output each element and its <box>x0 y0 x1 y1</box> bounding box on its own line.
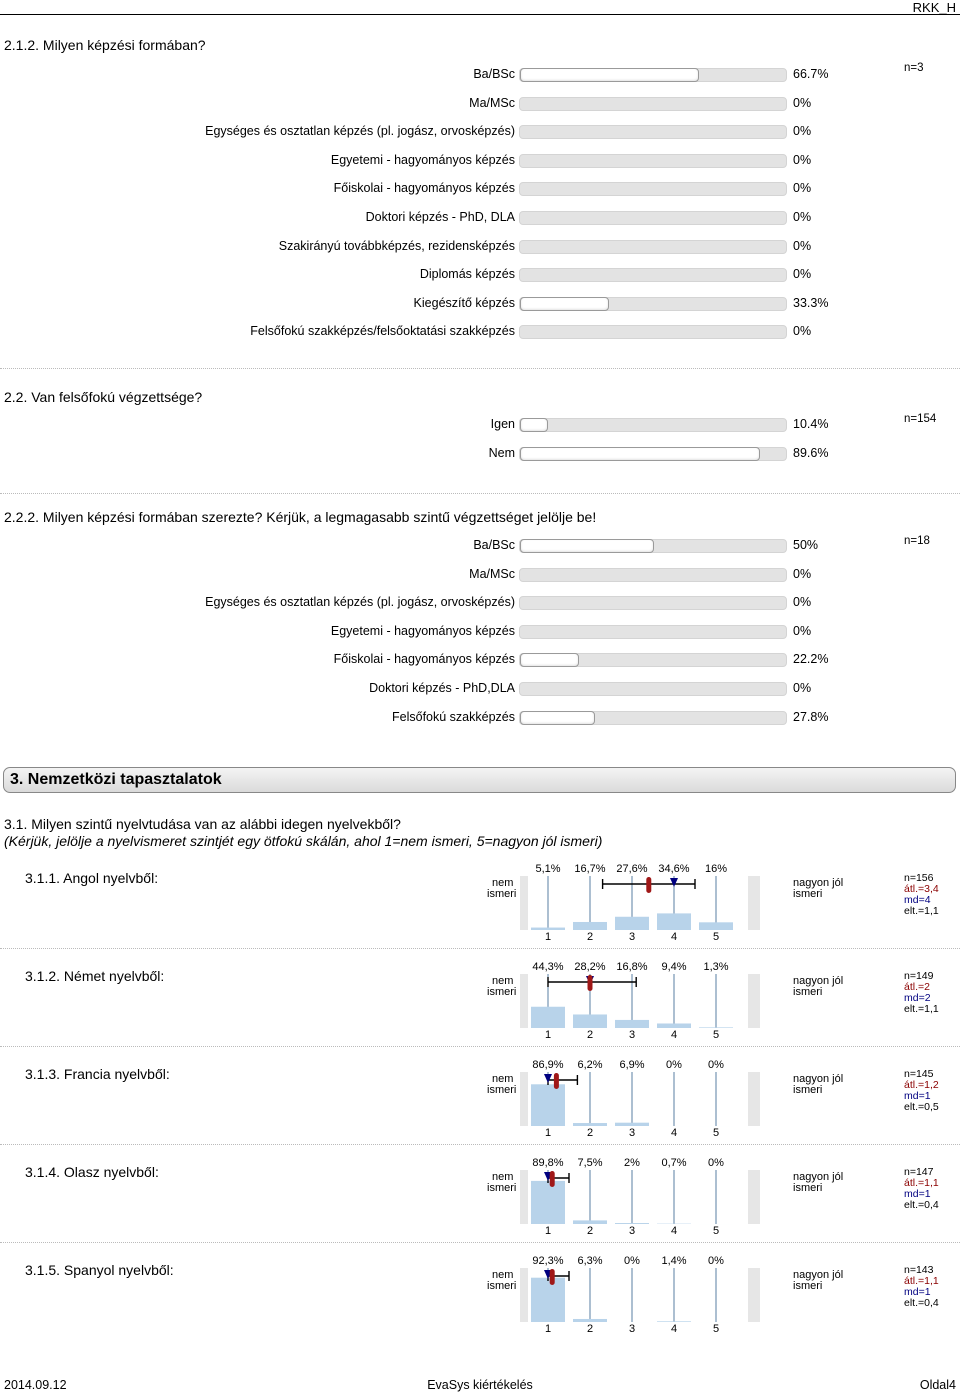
q1-n: n=3 <box>904 62 924 74</box>
q2-bar-track <box>519 447 787 461</box>
lang-stat-median: md=1 <box>904 1188 931 1200</box>
q1-row-pct: 0% <box>793 210 812 224</box>
lang-scale-tick: 1 <box>544 1127 552 1139</box>
lang-stat-median: md=4 <box>904 894 931 906</box>
lang-title: 3.1. Milyen szintű nyelvtudása van az alábbi idegen nyelvekből? <box>4 816 401 832</box>
lang-pct-label: 0% <box>708 1059 724 1071</box>
lang-stat-mean: átl.=3,4 <box>904 883 939 895</box>
lang-bar <box>531 928 565 930</box>
lang-left-label-1: nem <box>492 975 514 987</box>
lang-right-label-2: ismeri <box>793 1280 823 1292</box>
q1-title: 2.1.2. Milyen képzési formában? <box>4 37 206 53</box>
lang-scale-tick: 3 <box>628 1127 636 1139</box>
lang-scale-tick: 4 <box>670 1127 678 1139</box>
lang-right-label-2: ismeri <box>793 888 823 900</box>
q3-row-label: Felsőfokú szakképzés <box>392 709 515 724</box>
lang-pct-label: 16,8% <box>616 961 648 973</box>
lang-left-label-1: nem <box>492 1269 514 1281</box>
q3-bar-track <box>519 711 787 725</box>
q3-row-label: Ba/BSc <box>473 538 515 552</box>
lang-bar <box>657 913 691 930</box>
q1-row-pct: 66.7% <box>793 67 829 81</box>
q1-bar-track <box>519 268 787 282</box>
lang-left-label-2: ismeri <box>487 1280 517 1292</box>
lang-subtitle: (Kérjük, jelölje a nyelvismeret szintjét egy ötfokú skálán, ahol 1=nem ismeri, 5=nagyon jól ismeri) <box>4 833 603 849</box>
q3-n: n=18 <box>904 535 930 547</box>
lang-pct-label: 6,9% <box>619 1059 645 1071</box>
q1-row-pct: 0% <box>793 238 812 253</box>
lang-scale-tick: 5 <box>712 1225 720 1237</box>
lang-bar <box>573 922 607 930</box>
lang-chart <box>520 1170 760 1232</box>
q2-separator <box>0 493 960 494</box>
lang-right-label-2: ismeri <box>793 1182 823 1194</box>
footer-page: Oldal4 <box>919 1378 956 1392</box>
q1-bar-track <box>519 297 787 311</box>
lang-right-label-1: nagyon jól <box>793 975 844 987</box>
lang-chart <box>520 876 760 938</box>
q3-row-label: Ma/MSc <box>469 566 515 581</box>
lang-right-label-1: nagyon jól <box>793 1171 844 1183</box>
q2-title: 2.2. Van felsőfokú végzettsége? <box>4 389 203 405</box>
lang-pct-label: 0,7% <box>661 1157 687 1169</box>
lang-left-label-2: ismeri <box>487 1182 517 1194</box>
lang-pct-label: 0% <box>624 1255 640 1267</box>
lang-bar <box>531 1007 565 1028</box>
lang-pct-label: 0% <box>708 1255 724 1267</box>
q2-row-pct: 89.6% <box>793 445 829 460</box>
lang-scale-tick: 2 <box>586 931 594 943</box>
lang-bar <box>573 1014 607 1028</box>
lang-scale-tick: 5 <box>712 1029 720 1041</box>
lang-stat-n: n=143 <box>904 1264 934 1276</box>
lang-pct-label: 28,2% <box>574 961 606 973</box>
lang-scale-tick: 4 <box>670 931 678 943</box>
lang-bar <box>615 1123 649 1126</box>
lang-bar <box>531 1181 565 1224</box>
lang-mean-marker <box>550 1269 555 1285</box>
q1-row-label: Doktori képzés - PhD, DLA <box>365 210 515 224</box>
lang-stat-mean: átl.=2 <box>904 981 930 993</box>
q1-row-label: Kiegészítő képzés <box>413 295 515 310</box>
lang-scale-tick: 3 <box>628 1029 636 1041</box>
lang-scale-tick: 1 <box>544 1225 552 1237</box>
lang-scale-tick: 2 <box>586 1225 594 1237</box>
lang-bar <box>573 1319 607 1322</box>
q1-bar-track <box>519 182 787 196</box>
lang-pct-label: 0% <box>708 1157 724 1169</box>
q3-bar-track <box>519 625 787 639</box>
lang-item-title: 3.1.5. Spanyol nyelvből: <box>25 1262 174 1278</box>
lang-stat-median: md=2 <box>904 992 931 1004</box>
lang-right-label-1: nagyon jól <box>793 877 844 889</box>
q3-row-label: Egyetemi - hagyományos képzés <box>330 623 515 638</box>
q2-bar-track <box>519 418 787 432</box>
lang-stat-mean: átl.=1,2 <box>904 1079 939 1091</box>
lang-stat-sd: elt.=1,1 <box>904 1003 939 1015</box>
lang-left-label-1: nem <box>492 877 514 889</box>
q3-row-label: Egységes és osztatlan képzés (pl. jogász, orvosképzés) <box>205 595 515 610</box>
q3-bar-fill <box>520 539 654 553</box>
lang-scale-tick: 3 <box>628 1323 636 1335</box>
q3-row-pct: 50% <box>793 538 819 552</box>
q1-row-label: Ba/BSc <box>473 67 515 81</box>
lang-scale-tick: 5 <box>712 931 720 943</box>
lang-bar <box>699 1027 733 1028</box>
q1-row-label: Egységes és osztatlan képzés (pl. jogász, orvosképzés) <box>205 124 515 139</box>
lang-left-label-2: ismeri <box>487 986 517 998</box>
q3-row-label: Főiskolai - hagyományos képzés <box>333 652 515 667</box>
q3-bar-fill <box>520 711 595 725</box>
lang-pct-label: 2% <box>624 1157 640 1169</box>
q1-row-label: Ma/MSc <box>469 95 515 110</box>
footer-center: EvaSys kiértékelés <box>427 1378 533 1392</box>
lang-scale-tick: 4 <box>670 1225 678 1237</box>
lang-scale-tick: 1 <box>544 1323 552 1335</box>
lang-right-label-2: ismeri <box>793 1084 823 1096</box>
lang-separator <box>0 1144 960 1145</box>
q1-row-pct: 0% <box>793 124 812 139</box>
q1-row-pct: 0% <box>793 95 812 110</box>
q3-bar-track <box>519 596 787 610</box>
lang-right-label-2: ismeri <box>793 986 823 998</box>
q1-row-label: Egyetemi - hagyományos képzés <box>330 152 515 167</box>
q1-bar-track <box>519 154 787 168</box>
lang-scale-tick: 5 <box>712 1127 720 1139</box>
q1-bar-track <box>519 211 787 225</box>
lang-mean-marker <box>550 1171 555 1187</box>
footer-date: 2014.09.12 <box>4 1378 67 1392</box>
q3-bar-fill <box>520 653 579 667</box>
lang-scale-tick: 5 <box>712 1323 720 1335</box>
q2-n: n=154 <box>904 413 937 425</box>
lang-chart <box>520 974 760 1036</box>
lang-scale-tick: 1 <box>544 1029 552 1041</box>
lang-separator <box>0 1046 960 1047</box>
q3-row-pct: 27.8% <box>793 709 829 724</box>
lang-scale-tick: 3 <box>628 931 636 943</box>
lang-stat-mean: átl.=1,1 <box>904 1177 939 1189</box>
lang-stat-sd: elt.=1,1 <box>904 905 939 917</box>
lang-mean-marker <box>588 975 593 991</box>
lang-bar <box>573 1220 607 1224</box>
q3-bar-track <box>519 682 787 696</box>
lang-bar <box>573 1123 607 1126</box>
lang-pct-label: 1,3% <box>703 961 729 973</box>
header-rule <box>0 14 960 15</box>
lang-bar <box>699 922 733 930</box>
lang-left-label-2: ismeri <box>487 1084 517 1096</box>
lang-scale-tick: 2 <box>586 1029 594 1041</box>
q1-row-label: Felsőfokú szakképzés/felsőoktatási szakképzés <box>250 324 515 339</box>
q3-row-pct: 0% <box>793 595 812 610</box>
lang-pct-label: 89,8% <box>532 1157 564 1169</box>
lang-stat-median: md=1 <box>904 1090 931 1102</box>
q1-bar-track <box>519 68 787 82</box>
q1-bar-fill <box>520 68 699 82</box>
lang-scale-tick: 2 <box>586 1323 594 1335</box>
lang-separator <box>0 948 960 949</box>
q1-row-pct: 0% <box>793 181 812 196</box>
lang-bar <box>615 1020 649 1028</box>
q2-bar-fill <box>520 418 548 432</box>
lang-scale-tick: 4 <box>670 1323 678 1335</box>
lang-chart <box>520 1072 760 1134</box>
lang-left-label-1: nem <box>492 1073 514 1085</box>
q3-row-pct: 22.2% <box>793 652 829 667</box>
lang-stat-sd: elt.=0,4 <box>904 1199 939 1211</box>
lang-pct-label: 5,1% <box>535 863 561 875</box>
lang-pct-label: 92,3% <box>532 1255 564 1267</box>
lang-mean-marker <box>554 1073 559 1089</box>
lang-pct-label: 16% <box>704 863 728 875</box>
section-title: 3. Nemzetközi tapasztalatok <box>10 771 222 788</box>
lang-pct-label: 34,6% <box>658 863 690 875</box>
q1-row-label: Főiskolai - hagyományos képzés <box>333 181 515 196</box>
lang-right-label-1: nagyon jól <box>793 1269 844 1281</box>
lang-pct-label: 7,5% <box>577 1157 603 1169</box>
lang-stat-n: n=147 <box>904 1166 934 1178</box>
lang-bar <box>531 1278 565 1322</box>
lang-stat-sd: elt.=0,4 <box>904 1297 939 1309</box>
q3-bar-track <box>519 539 787 553</box>
q1-bar-fill <box>520 297 609 311</box>
lang-scale-tick: 1 <box>544 931 552 943</box>
lang-stat-n: n=156 <box>904 872 934 884</box>
lang-item-title: 3.1.2. Német nyelvből: <box>25 968 165 984</box>
lang-mean-marker <box>646 877 651 893</box>
lang-pct-label: 1,4% <box>661 1255 687 1267</box>
lang-left-label-1: nem <box>492 1171 514 1183</box>
q1-row-label: Szakirányú továbbképzés, rezidensképzés <box>278 238 515 253</box>
lang-separator <box>0 1242 960 1243</box>
lang-stat-mean: átl.=1,1 <box>904 1275 939 1287</box>
lang-bar <box>531 1084 565 1126</box>
q3-row-label: Doktori képzés - PhD,DLA <box>369 681 515 695</box>
q1-row-pct: 0% <box>793 324 812 339</box>
q2-row-label: Igen <box>490 417 515 431</box>
q1-bar-track <box>519 125 787 139</box>
lang-pct-label: 9,4% <box>661 961 687 973</box>
q2-bar-fill <box>520 447 760 461</box>
q2-row-label: Nem <box>488 445 515 460</box>
lang-chart <box>520 1268 760 1330</box>
lang-item-title: 3.1.1. Angol nyelvből: <box>25 870 159 886</box>
q1-bar-track <box>519 325 787 339</box>
q1-row-label: Diplomás képzés <box>419 267 515 282</box>
q3-title: 2.2.2. Milyen képzési formában szerezte? Kérjük, a legmagasabb szintű végzettséget jelölje be! <box>4 509 597 525</box>
lang-scale-tick: 4 <box>670 1029 678 1041</box>
q3-row-pct: 0% <box>793 623 812 638</box>
lang-item-title: 3.1.3. Francia nyelvből: <box>25 1066 170 1082</box>
q3-bar-track <box>519 653 787 667</box>
lang-bar <box>657 1321 691 1322</box>
lang-pct-label: 16,7% <box>574 863 606 875</box>
lang-bar <box>615 917 649 930</box>
lang-bar <box>615 1223 649 1224</box>
q2-row-pct: 10.4% <box>793 417 829 431</box>
q3-bar-track <box>519 568 787 582</box>
lang-stat-median: md=1 <box>904 1286 931 1298</box>
lang-scale-tick: 2 <box>586 1127 594 1139</box>
q1-bar-track <box>519 240 787 254</box>
q3-row-pct: 0% <box>793 566 812 581</box>
lang-stat-n: n=145 <box>904 1068 934 1080</box>
lang-pct-label: 0% <box>666 1059 682 1071</box>
lang-pct-label: 27,6% <box>616 863 648 875</box>
q1-row-pct: 0% <box>793 267 812 282</box>
lang-pct-label: 6,3% <box>577 1255 603 1267</box>
lang-stat-n: n=149 <box>904 970 934 982</box>
lang-stat-sd: elt.=0,5 <box>904 1101 939 1113</box>
document-code: RKK_H <box>912 0 956 15</box>
q1-row-pct: 33.3% <box>793 295 829 310</box>
q1-row-pct: 0% <box>793 152 812 167</box>
lang-pct-label: 44,3% <box>532 961 564 973</box>
q1-separator <box>0 368 960 369</box>
lang-left-label-2: ismeri <box>487 888 517 900</box>
q1-bar-track <box>519 97 787 111</box>
lang-bar <box>657 1023 691 1028</box>
lang-right-label-1: nagyon jól <box>793 1073 844 1085</box>
lang-pct-label: 86,9% <box>532 1059 564 1071</box>
lang-pct-label: 6,2% <box>577 1059 603 1071</box>
lang-item-title: 3.1.4. Olasz nyelvből: <box>25 1164 159 1180</box>
lang-scale-tick: 3 <box>628 1225 636 1237</box>
q3-row-pct: 0% <box>793 681 812 695</box>
